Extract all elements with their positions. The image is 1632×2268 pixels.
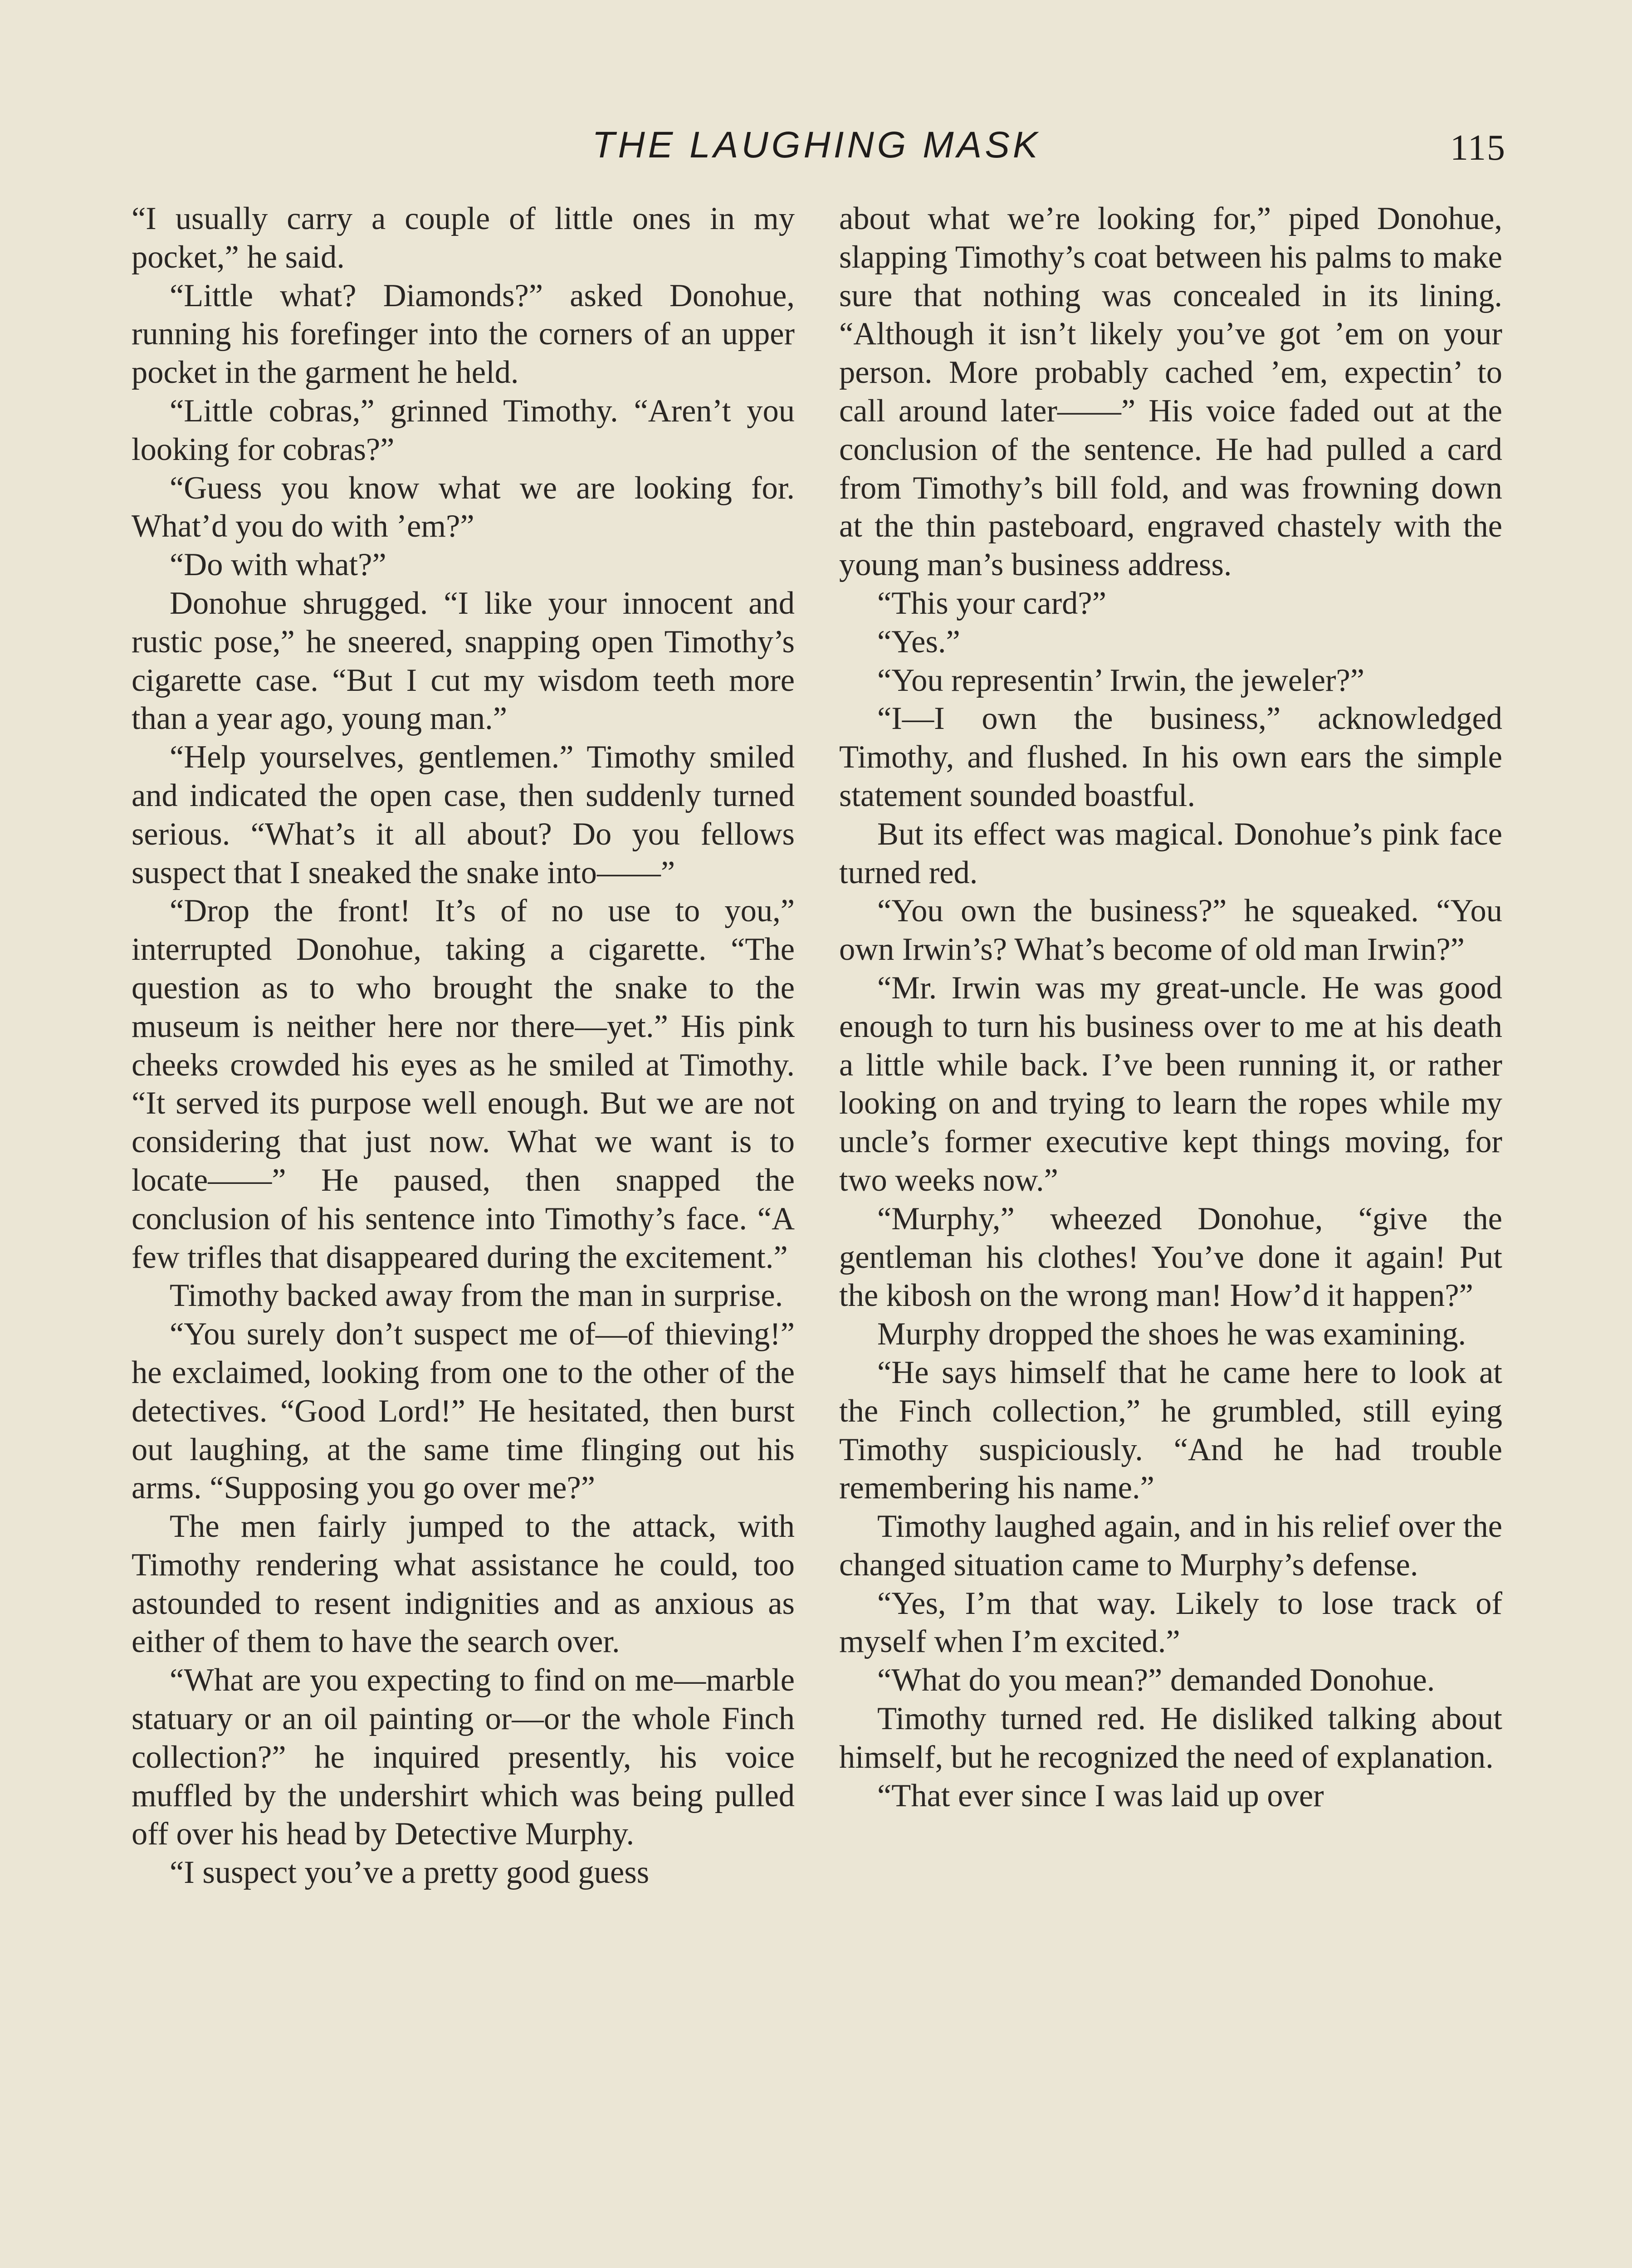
paragraph: “Mr. Irwin was my great-uncle. He was good enough to turn his business over to me at his death a little while back. I’ve been running it, or rather looking on and trying to learn the ropes while my uncle’s former executive kept things moving, for two weeks now.” <box>839 970 1502 1198</box>
paragraph: Timothy turned red. He disliked talking about himself, but he recognized the need of explanation. <box>839 1701 1502 1775</box>
paragraph: “Drop the front! It’s of no use to you,” interrupted Donohue, taking a cigarette. “The question as to who brought the snake to the museum is neither here nor there—yet.” His pink cheeks crowded his eyes as he smiled at Timothy. “It served its purpose well enough. But we are not considering that just now. What we want is to locate——” He paused, then snapped the conclusion of his sentence into Timothy’s face. “A few trifles that disappeared during the excitement.” <box>132 893 795 1275</box>
paragraph: “I—I own the business,” acknowledged Timothy, and flushed. In his own ears the simple statement sounded boastful. <box>839 701 1502 813</box>
paragraph: “Yes.” <box>877 624 960 660</box>
paragraph: Murphy dropped the shoes he was examining. <box>877 1316 1466 1352</box>
page-number: 115 <box>1450 128 1506 168</box>
paragraph: The men fairly jumped to the attack, with Timothy rendering what assistance he could, too astounded to resent indignities and as anxious as either of them to have the search over. <box>132 1509 795 1660</box>
paragraph: “You own the business?” he squeaked. “You own Irwin’s? What’s become of old man Irwin?” <box>839 893 1502 968</box>
paragraph: “Do with what?” <box>170 547 386 583</box>
paragraph: “You surely don’t suspect me of—of thieving!” he exclaimed, looking from one to the other of the detectives. “Good Lord!” He hesitated, then burst out laughing, at the same time flinging out his arms. “Supposing you go over me?” <box>132 1316 795 1506</box>
paragraph: “Murphy,” wheezed Donohue, “give the gentleman his clothes! You’ve done it again! Put the kibosh on the wrong man! How’d it happen?” <box>839 1201 1502 1314</box>
paragraph: “This your card?” <box>877 585 1106 621</box>
paragraph: “I usually carry a couple of little ones in my pocket,” he said. <box>132 201 795 275</box>
paragraph: “You representin’ Irwin, the jeweler?” <box>877 662 1365 698</box>
running-title: THE LAUGHING MASK <box>592 124 1041 166</box>
paragraph: Timothy backed away from the man in surprise. <box>170 1278 783 1314</box>
paragraph: “Guess you know what we are looking for. What’d you do with ’em?” <box>132 470 795 544</box>
right-text-column <box>839 200 1502 2268</box>
paragraph: Timothy laughed again, and in his relief over the changed situation came to Murphy’s defense. <box>839 1509 1502 1583</box>
paragraph: “What do you mean?” demanded Donohue. <box>877 1662 1435 1698</box>
paragraph: But its effect was magical. Donohue’s pink face turned red. <box>839 816 1502 890</box>
paragraph: Donohue shrugged. “I like your innocent and rustic pose,” he sneered, snapping open Timothy’s cigarette case. “But I cut my wisdom teeth more than a year ago, young man.” <box>132 585 795 737</box>
page-header <box>132 122 1506 172</box>
paragraph: “Little what? Diamonds?” asked Donohue, running his forefinger into the corners of an upper pocket in the garment he held. <box>132 278 795 391</box>
paragraph: “Little cobras,” grinned Timothy. “Aren’t you looking for cobras?” <box>132 393 795 467</box>
paragraph: “Yes, I’m that way. Likely to lose track of myself when I’m excited.” <box>839 1585 1502 1660</box>
paragraph: “That ever since I was laid up over <box>877 1778 1324 1813</box>
paragraph: “I suspect you’ve a pretty good guess <box>170 1855 650 1891</box>
left-text-column <box>132 200 795 2268</box>
paragraph: “He says himself that he came here to look at the Finch collection,” he grumbled, still eying Timothy suspiciously. “And he had trouble remembering his name.” <box>839 1354 1502 1506</box>
paragraph: about what we’re looking for,” piped Donohue, slapping Timothy’s coat between his palms to make sure that nothing was concealed in its lining. “Although it isn’t likely you’ve got ’em on your person. More probably cached ’em, expectin’ to call around later——” His voice faded out at the conclusion of the sentence. He had pulled a card from Timothy’s bill fold, and was frowning down at the thin pasteboard, engraved chastely with the young man’s business address. <box>839 201 1502 583</box>
paragraph: “Help yourselves, gentlemen.” Timothy smiled and indicated the open case, then suddenly turned serious. “What’s it all about? Do you fellows suspect that I sneaked the snake into——” <box>132 739 795 890</box>
paragraph: “What are you expecting to find on me—marble statuary or an oil painting or—or the whole Finch collection?” he inquired presently, his voice muffled by the undershirt which was being pulled off over his head by Detective Murphy. <box>132 1662 795 1852</box>
